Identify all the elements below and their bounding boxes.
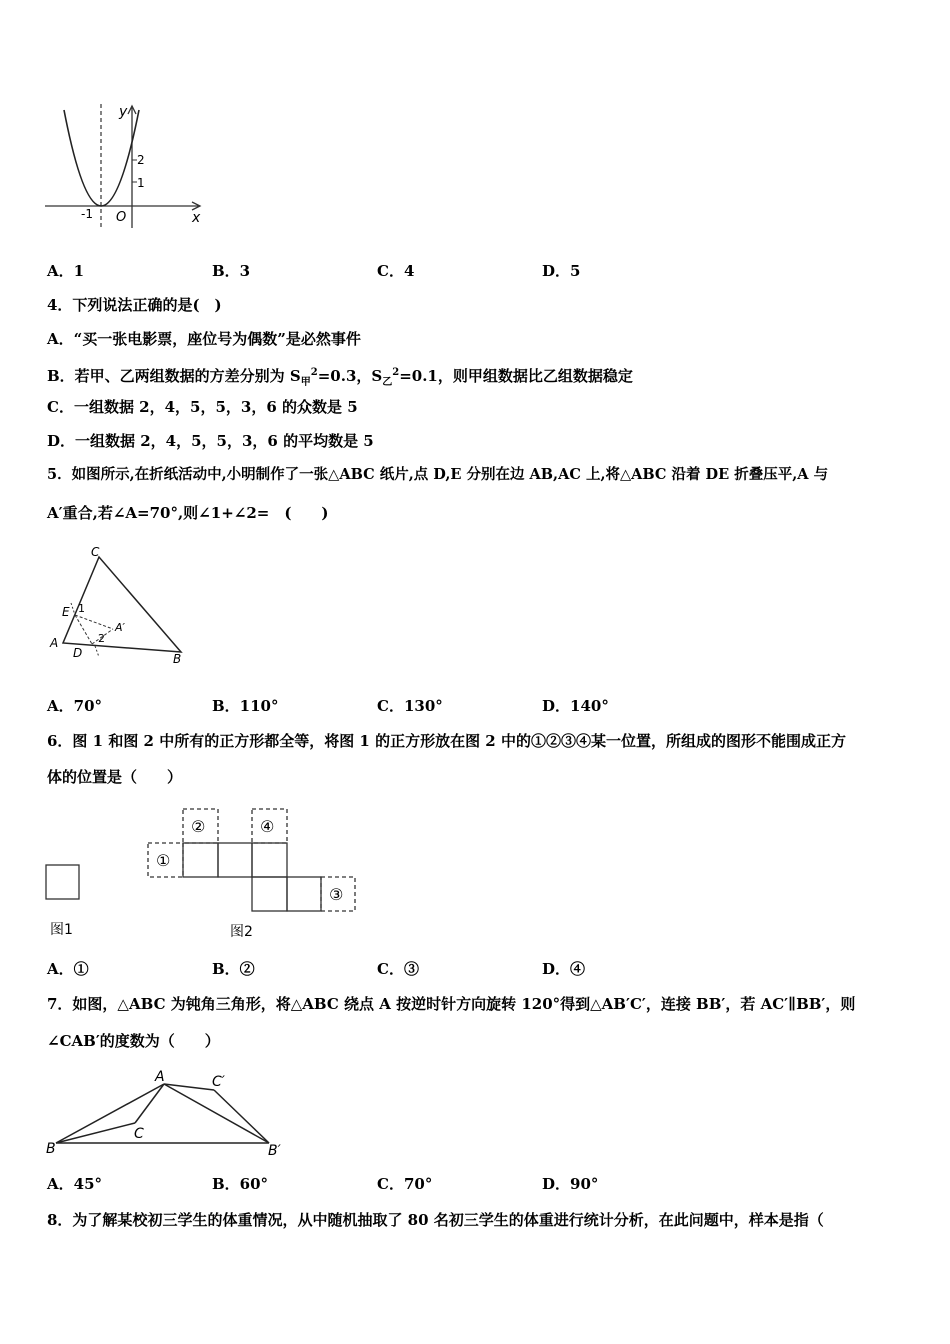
q5-option-a: A．70° [47, 697, 103, 715]
q5-label-1: 1 [78, 602, 85, 615]
q5-label-c: C [91, 545, 100, 559]
q6-option-a: A．① [47, 960, 89, 978]
q5-fold-triangle-figure [45, 545, 195, 670]
q5-option-c: C．130° [377, 697, 443, 715]
q3-option-b: B．3 [212, 262, 251, 280]
q6-fig1-caption: 图1 [50, 922, 73, 938]
q4-b-sub1: 甲 [300, 377, 311, 388]
q4-stem: 4．下列说法正确的是( ) [47, 296, 222, 314]
q5-label-d: D [73, 646, 83, 660]
q5-label-a-prime: A′ [115, 621, 126, 634]
q3-option-c: C．4 [377, 262, 415, 280]
q7-label-c: C [134, 1126, 144, 1142]
q4-b-sup2: 2 [392, 367, 400, 378]
q3-origin-label: O [116, 210, 127, 225]
q7-stem-line1: 7．如图，△ABC 为钝角三角形，将△ABC 绕点 A 按逆时针方向旋转 120°得到△AB′C′，连接 BB′，若 AC′∥BB′，则 [47, 995, 856, 1013]
q4-b-post: =0.1，则甲组数据比乙组数据稳定 [399, 367, 633, 385]
q3-option-a: A．1 [47, 262, 85, 280]
q7-option-c: C．70° [377, 1175, 433, 1193]
q4-b-sub2: 乙 [382, 377, 393, 388]
q6-pos-2: ② [191, 817, 206, 836]
q5-option-b: B．110° [212, 697, 279, 715]
q5-label-a: A [50, 636, 59, 650]
q6-pos-3: ③ [329, 885, 344, 904]
q6-option-c: C．③ [377, 960, 419, 978]
q7-stem-line2: ∠CAB′的度数为（ ） [47, 1032, 220, 1050]
q8-stem: 8．为了解某校初三学生的体重情况，从中随机抽取了 80 名初三学生的体重进行统计分析，在此问题中，样本是指（ [47, 1211, 824, 1229]
q3-option-d: D．5 [542, 262, 581, 280]
q3-y-label: y [119, 104, 128, 120]
q5-stem-line1: 5．如图所示,在折纸活动中,小明制作了一张△ABC 纸片,点 D,E 分别在边 AB,AC 上,将△ABC 沿着 DE 折叠压平,A 与 [47, 466, 829, 483]
q5-option-d: D．140° [542, 697, 609, 715]
q7-option-b: B．60° [212, 1175, 269, 1193]
q4-b-mid: =0.3，S [317, 367, 383, 385]
q4-option-d: D．一组数据 2，4，5，5，3，6 的平均数是 5 [47, 432, 374, 450]
q3-tick-neg1: -1 [81, 207, 93, 221]
q3-tick-1: 1 [137, 176, 145, 190]
q7-label-c-prime: C′ [212, 1074, 225, 1090]
q7-rotation-figure [42, 1066, 292, 1161]
q4-option-a: A．“买一张电影票，座位号为偶数”是必然事件 [47, 330, 361, 348]
q7-label-a: A [155, 1069, 165, 1085]
q5-label-e: E [62, 605, 70, 619]
q6-pos-1: ① [156, 851, 171, 870]
q6-option-d: D．④ [542, 960, 586, 978]
q5-stem-line2: A′重合,若∠A=70°,则∠1+∠2= ( ) [47, 504, 329, 522]
q6-fig2-caption: 图2 [230, 924, 253, 940]
q4-b-pre: B．若甲、乙两组数据的方差分别为 S [47, 367, 301, 385]
q7-label-b: B [46, 1141, 56, 1157]
q7-option-a: A．45° [47, 1175, 103, 1193]
q4-option-b [47, 364, 633, 392]
q6-pos-4: ④ [260, 817, 275, 836]
q3-x-label: x [192, 210, 201, 226]
q4-option-c: C．一组数据 2，4，5，5，3，6 的众数是 5 [47, 398, 358, 416]
q6-option-b: B．② [212, 960, 255, 978]
q3-tick-2: 2 [137, 153, 145, 167]
q4-b-sup1: 2 [310, 367, 318, 378]
q6-stem-line1: 6．图 1 和图 2 中所有的正方形都全等，将图 1 的正方形放在图 2 中的①②③④某一位置，所组成的图形不能围成正方 [47, 732, 846, 750]
q7-label-b-prime: B′ [268, 1143, 281, 1159]
q5-label-2: 2 [98, 632, 105, 645]
q3-parabola-figure [40, 100, 210, 230]
q6-net-figure [40, 802, 360, 942]
q7-option-d: D．90° [542, 1175, 599, 1193]
q5-label-b: B [173, 652, 182, 666]
q6-stem-line2: 体的位置是（ ） [47, 768, 183, 786]
